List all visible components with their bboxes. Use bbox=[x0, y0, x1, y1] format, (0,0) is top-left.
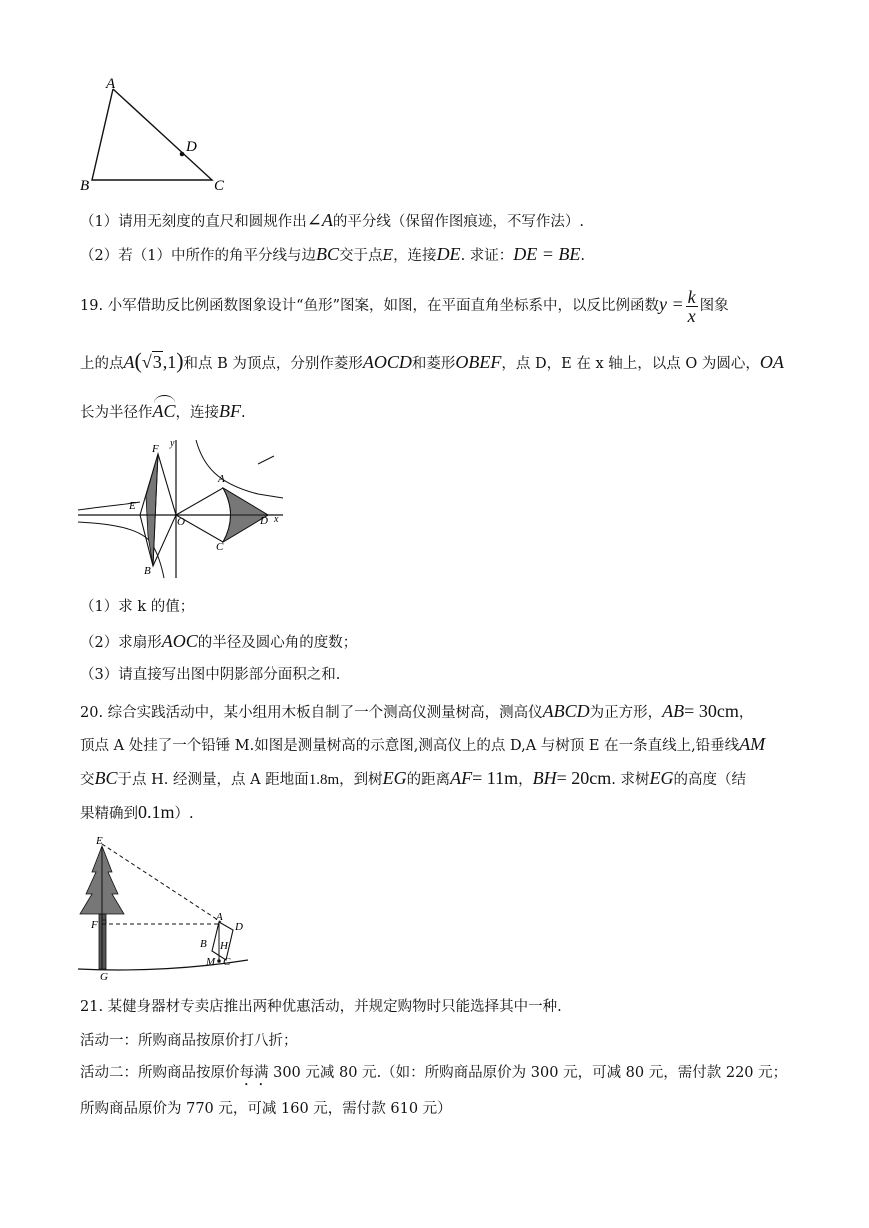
q19-intro-tail: 图象 bbox=[699, 298, 729, 314]
math-de-eq-be: DE = BE bbox=[513, 244, 581, 264]
q19-sub2 bbox=[80, 630, 357, 654]
sqrt-symbol: √ bbox=[141, 352, 152, 372]
fig20-label-a: A bbox=[216, 911, 223, 923]
q21-line2: 活动一：所购商品按原价打八折； bbox=[80, 1033, 298, 1049]
fig20-label-h: H bbox=[220, 940, 228, 952]
fig19-label-e: E bbox=[129, 500, 136, 512]
fraction-k-over-x bbox=[686, 288, 698, 325]
math-ab: AB bbox=[662, 701, 685, 721]
q20-l4-end: ）. bbox=[174, 806, 194, 822]
math-precision: 0.1m bbox=[138, 802, 175, 822]
q20-l1-mid: 为正方形， bbox=[589, 705, 663, 721]
math-a: A bbox=[321, 210, 333, 230]
q20-l3-mid3: 的距离 bbox=[406, 772, 451, 788]
shaded-region-left bbox=[146, 454, 158, 566]
fig20-label-b: B bbox=[200, 938, 207, 950]
q18-part2-mid: 交于点 bbox=[338, 248, 383, 264]
q19-sub2-text: （2）求扇形 bbox=[80, 635, 162, 651]
q19-l3-end: . bbox=[241, 405, 246, 421]
fig19-label-d: D bbox=[260, 515, 268, 527]
math-af-value: = 11m bbox=[472, 768, 519, 788]
math-de: DE bbox=[436, 244, 461, 264]
q21-line3 bbox=[80, 1062, 787, 1089]
q19-intro: 19. 小军借助反比例函数图象设计“鱼形”图案，如图，在平面直角坐标系中，以反比例函数 bbox=[80, 298, 659, 314]
q20-l3-mid5: . 求树 bbox=[611, 772, 650, 788]
q20-l3-text: 交 bbox=[80, 772, 95, 788]
q19-l2-mid2: 和菱形 bbox=[411, 356, 456, 372]
math-ab-value: = 30cm bbox=[684, 701, 739, 721]
math-bh: BH bbox=[532, 768, 557, 788]
fig19-label-f: F bbox=[152, 443, 159, 455]
q18-part1-tail: 的平分线（保留作图痕迹，不写作法）. bbox=[332, 214, 584, 230]
fig20-label-c: C bbox=[223, 956, 231, 968]
q20-l3-mid2: ，到树 bbox=[339, 772, 383, 788]
math-am: AM bbox=[739, 734, 766, 754]
math-arc-ac: AC bbox=[153, 398, 176, 424]
math-obef: OBEF bbox=[455, 352, 502, 372]
q21-line4: 所购商品原价为 770 元，可减 160 元，需付款 610 元） bbox=[80, 1101, 452, 1117]
triangle-outline bbox=[92, 89, 212, 180]
q20-l3-mid: 于点 H. 经测量，点 A 距地面 bbox=[117, 772, 309, 788]
q18-part2-mid3: . 求证： bbox=[460, 248, 514, 264]
q19-line2: 上的点A(√3,1)和点 B 为顶点，分别作菱形AOCD和菱形OBEF，点 D，E 在 x 轴上，以点 O 为圆心，OA bbox=[80, 348, 784, 373]
fig20-label-f: F bbox=[91, 919, 98, 931]
tree-measurement-figure bbox=[78, 832, 258, 984]
q19-sub2-tail: 的半径及圆心角的度数； bbox=[197, 635, 358, 651]
label-a: A bbox=[106, 76, 116, 92]
math-bf: BF bbox=[219, 401, 242, 421]
q20-line4 bbox=[80, 801, 194, 825]
fraction-denominator: x bbox=[687, 305, 696, 326]
math-oa: OA bbox=[759, 352, 784, 372]
q20-line3 bbox=[80, 767, 746, 791]
math-aocd: AOCD bbox=[362, 352, 412, 372]
fig20-label-m: M bbox=[206, 956, 216, 968]
fraction-numerator: k bbox=[687, 286, 696, 307]
q20-line1 bbox=[80, 700, 753, 724]
fig19-label-x: x bbox=[274, 514, 279, 525]
q20-l3-mid4: ， bbox=[518, 772, 533, 788]
math-bc-2: BC bbox=[94, 768, 118, 788]
q20-intro: 20. 综合实践活动中，某小组用木板自制了一个测高仪测量树高，测高仪 bbox=[80, 705, 543, 721]
math-y-eq: y = bbox=[659, 294, 684, 314]
fig19-label-a: A bbox=[218, 473, 225, 485]
angle-symbol: ∠ bbox=[306, 210, 322, 230]
math-aoc: AOC bbox=[161, 631, 198, 651]
q18-part1-text: （1）请用无刻度的直尺和圆规作出 bbox=[80, 214, 307, 230]
math-eg: EG bbox=[382, 768, 407, 788]
q19-l2-text: 上的点 bbox=[80, 356, 124, 372]
q19-l3-text: 长为半径作 bbox=[80, 405, 153, 421]
fig20-label-g: G bbox=[100, 971, 108, 983]
label-b: B bbox=[80, 178, 90, 194]
q19-l2-mid: 和点 B 为顶点，分别作菱形 bbox=[183, 356, 363, 372]
q20-l4-text: 果精确到 bbox=[80, 806, 138, 822]
q20-l1-end: ， bbox=[738, 705, 754, 721]
fig19-label-b: B bbox=[144, 565, 151, 577]
q19-sub1: （1）求 k 的值； bbox=[80, 599, 195, 615]
q21-emphasis: 每满 bbox=[239, 1065, 269, 1081]
q18-part2-text: （2）若（1）中所作的角平分线与边 bbox=[80, 248, 316, 264]
fig20-label-d: D bbox=[235, 921, 243, 933]
math-height: 1.8m bbox=[308, 772, 340, 788]
q19-line3 bbox=[80, 398, 246, 426]
fig19-label-y: y bbox=[170, 438, 175, 449]
q21-l3-tail: 300 元减 80 元.（如：所购商品原价为 300 元，可减 80 元，需付款 220 元； bbox=[268, 1065, 788, 1081]
coord-tail: ,1 bbox=[162, 352, 177, 372]
point-d-dot bbox=[180, 152, 185, 157]
label-c: C bbox=[214, 178, 225, 194]
math-abcd: ABCD bbox=[542, 701, 590, 721]
q20-l2-text: 顶点 A 处挂了一个铅锤 M.如图是测量树高的示意图,测高仪上的点 D,A 与树顶 E 在一条直线上,铅垂线 bbox=[80, 738, 740, 754]
math-e: E bbox=[382, 248, 394, 264]
q19-line1 bbox=[80, 287, 729, 325]
q21-line1: 21. 某健身器材专卖店推出两种优惠活动，并规定购物时只能选择其中一种. bbox=[80, 999, 562, 1015]
fig20-label-e: E bbox=[96, 835, 103, 847]
q20-line2 bbox=[80, 733, 765, 757]
fish-figure bbox=[78, 436, 288, 582]
math-eg-2: EG bbox=[649, 768, 674, 788]
math-point-a: A bbox=[123, 352, 135, 372]
q19-l2-mid3: ，点 D，E 在 x 轴上，以点 O 为圆心， bbox=[501, 356, 760, 372]
math-bc: BC bbox=[315, 244, 339, 264]
q19-sub3: （3）请直接写出图中阴影部分面积之和. bbox=[80, 667, 341, 683]
q21-l3-text: 活动二：所购商品按原价 bbox=[80, 1065, 240, 1081]
q18-part2-end: . bbox=[580, 248, 586, 264]
q18-part2-mid2: ，连接 bbox=[393, 248, 437, 264]
sqrt-value: 3 bbox=[152, 352, 162, 372]
q18-part1 bbox=[80, 209, 584, 233]
q20-l3-end: 的高度（结 bbox=[673, 772, 746, 788]
label-d: D bbox=[186, 139, 197, 155]
triangle-abc-figure bbox=[78, 76, 238, 196]
fig19-label-o: O bbox=[177, 516, 185, 528]
q19-l3-mid: ，连接 bbox=[175, 405, 220, 421]
math-bh-value: = 20cm bbox=[556, 768, 612, 788]
q18-part2 bbox=[80, 243, 585, 267]
math-af: AF bbox=[450, 768, 473, 788]
fig19-label-c: C bbox=[216, 541, 224, 553]
